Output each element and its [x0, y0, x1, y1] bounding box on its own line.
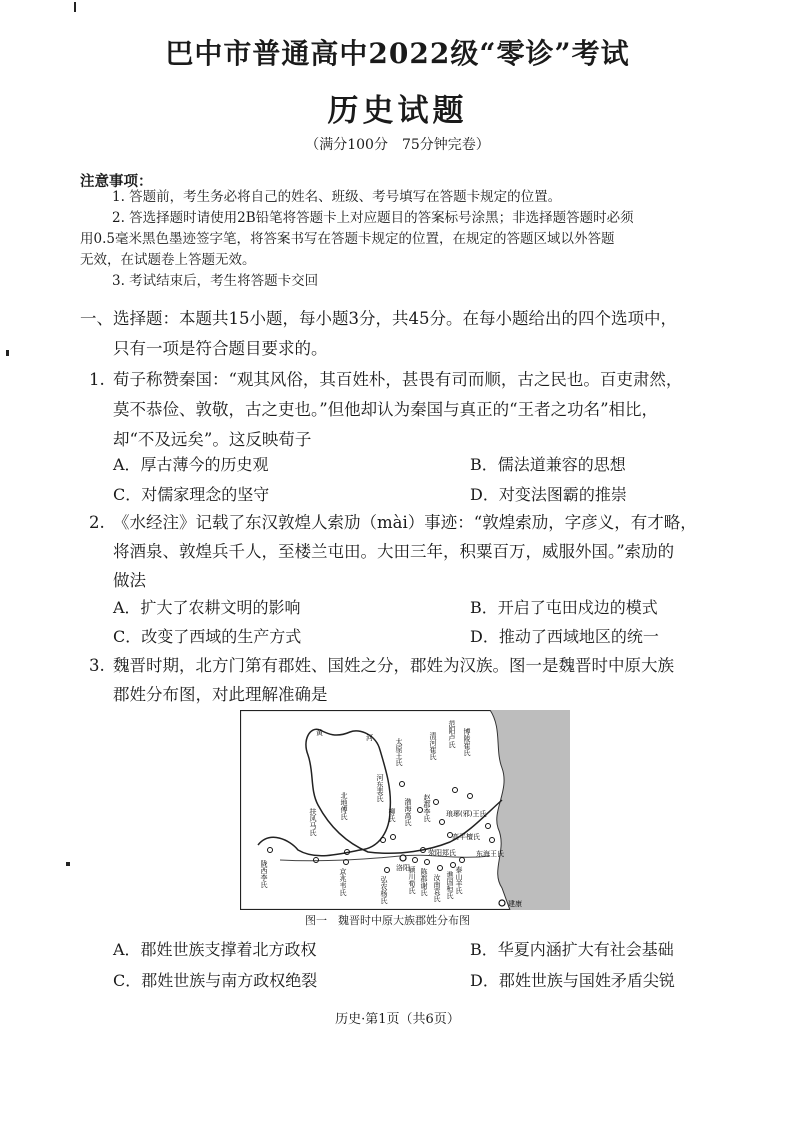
scan-mark: [6, 350, 9, 356]
clan-label: 陈郡谢氏: [420, 868, 428, 896]
question-number: 3.: [89, 656, 105, 675]
note-line: 用0.5毫米黑色墨迹签字笔，将答案书写在答题卡规定的位置，在规定的答题区域以外答题: [80, 231, 615, 247]
option-a[interactable]: A．扩大了农耕文明的影响: [113, 598, 301, 617]
option-c[interactable]: C．对儒家理念的坚守: [113, 485, 270, 504]
note-line: 无效，在试题卷上答题无效。: [80, 252, 256, 268]
question-stem: 荀子称赞秦国：“观其风俗，其百姓朴，甚畏有司而顺，古之民也。百吏肃然，: [113, 370, 683, 389]
option-c[interactable]: C．改变了西域的生产方式: [113, 627, 302, 646]
question-number: 2.: [89, 513, 105, 532]
city-label: 建康: [508, 900, 522, 908]
clan-label: 渤海高氏: [404, 798, 412, 826]
notes-heading: 注意事项：: [80, 173, 153, 190]
exam-title: 巴中市普通高中2022级“零诊”考试: [165, 37, 630, 70]
question-number: 1.: [89, 370, 105, 389]
note-line: 3. 考试结束后，考生将答题卡交回: [112, 273, 319, 289]
score-info: （满分100分 75分钟完卷）: [305, 137, 490, 153]
clan-marker: [448, 832, 481, 841]
option-b[interactable]: B．开启了屯田戍边的模式: [470, 598, 658, 617]
clan-label: 谯国桓氏: [446, 871, 454, 899]
option-d[interactable]: D．郡姓世族与国姓矛盾尖锐: [470, 971, 675, 990]
scan-mark: [74, 2, 76, 12]
clan-label: 柳氏: [388, 808, 396, 822]
question-stem: 郡姓分布图，对此理解准确是: [113, 685, 328, 704]
map-caption: 图一 魏晋时中原大族郡姓分布图: [305, 914, 470, 927]
option-d[interactable]: D．对变法图霸的推崇: [470, 485, 627, 504]
city-label: 洛阳: [396, 864, 410, 872]
option-d[interactable]: D．推动了西域地区的统一: [470, 627, 659, 646]
clan-label: 荥阳郑氏: [428, 849, 456, 857]
question-stem: 却“不及远矣”。这反映荀子: [113, 430, 312, 449]
section-heading-cont: 只有一项是符合题目要求的。: [113, 339, 328, 358]
clan-distribution-map: [240, 710, 570, 910]
question-stem: 将酒泉、敦煌兵千人，至楼兰屯田。大田三年，积粟百万，威服外国。”索劢的: [113, 542, 675, 561]
sea-area: [490, 710, 570, 910]
option-a[interactable]: A．厚古薄今的历史观: [113, 455, 269, 474]
clan-label: 高平檀氏: [452, 833, 480, 841]
scan-mark: [66, 862, 70, 866]
option-a[interactable]: A．郡姓世族支撑着北方政权: [113, 940, 317, 959]
river-label: 河: [366, 734, 373, 742]
question-stem: 莫不恭俭、敦敬，古之吏也。”但他却认为秦国与真正的“王者之功名”相比，: [113, 400, 659, 419]
river-label: 黄: [316, 729, 323, 737]
page-footer: 历史·第1页（共6页）: [335, 1012, 460, 1027]
clan-label: 赵郡李氏: [423, 794, 431, 822]
clan-label: 京兆韦氏: [339, 868, 347, 896]
clan-label: 泰山羊氏: [455, 866, 463, 894]
question-stem: 《水经注》记载了东汉敦煌人索劢（mài）事迹：“敦煌索劢，字彦义，有才略，: [113, 513, 697, 532]
clan-label: 汝南袁氏: [433, 874, 441, 902]
clan-label: 弘农杨氏: [380, 876, 388, 904]
clan-label: 琅琊(邪)王氏: [446, 810, 487, 818]
clan-label: 颍川荀氏: [408, 866, 416, 894]
clan-label: 清河崔氏: [429, 732, 437, 760]
clan-label: 范阳卢氏: [448, 720, 456, 748]
question-stem: 魏晋时期，北方门第有郡姓、国姓之分，郡姓为汉族。图一是魏晋时中原大族: [113, 656, 674, 675]
note-line: 1. 答题前，考生务必将自己的姓名、班级、考号填写在答题卡规定的位置。: [112, 189, 562, 205]
clan-label: 博陵崔氏: [463, 728, 471, 756]
clan-label: 陇西李氏: [260, 860, 268, 888]
subject-title: 历史试题: [327, 93, 468, 129]
clan-label: 太原王氏: [395, 738, 403, 766]
section-heading: 一、选择题：本题共15小题，每小题3分，共45分。在每小题给出的四个选项中，: [80, 309, 677, 328]
option-c[interactable]: C．郡姓世族与南方政权绝裂: [113, 971, 318, 990]
clan-label: 北地傅氏: [340, 792, 348, 820]
clan-label: 河东裴氏: [376, 774, 384, 802]
clan-label: 扶风马氏: [309, 808, 317, 836]
note-line: 2. 答选择题时请使用2B铅笔将答题卡上对应题目的答案标号涂黑；非选择题答题时必须: [112, 210, 634, 226]
question-stem: 做法: [113, 571, 146, 590]
clan-label: 东海王氏: [476, 850, 504, 858]
option-b[interactable]: B．华夏内涵扩大有社会基础: [470, 940, 674, 959]
option-b[interactable]: B．儒法道兼容的思想: [470, 455, 626, 474]
